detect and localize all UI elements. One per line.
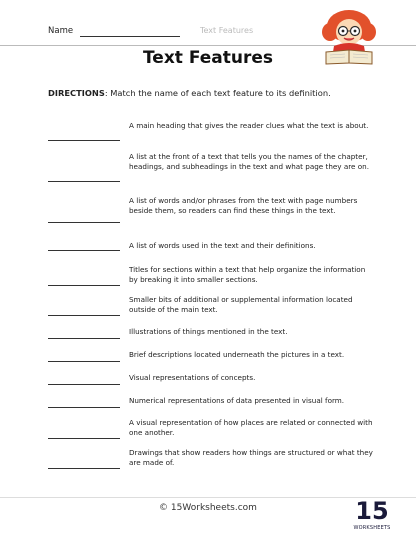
answer-blank[interactable] — [48, 250, 120, 251]
copyright-icon: © — [159, 503, 169, 513]
header-subtitle: Text Features — [200, 26, 254, 35]
footer-site-link[interactable]: 15Worksheets.com — [170, 503, 257, 513]
definition-text: Numerical representations of data presented in visual form. — [129, 396, 345, 405]
definition-text: Smaller bits of additional or supplemental information located outside of the main text. — [129, 295, 353, 314]
answer-blank[interactable] — [48, 361, 120, 362]
directions-label: DIRECTIONS — [48, 88, 105, 98]
answer-blank[interactable] — [48, 140, 120, 141]
worksheet-title: Text Features — [142, 48, 274, 68]
definition-text: A list of words used in the text and their definitions. — [129, 241, 316, 250]
definition-text: Illustrations of things mentioned in the text. — [129, 327, 288, 336]
name-blank-line[interactable] — [80, 36, 180, 37]
directions — [48, 88, 331, 98]
definition-text: Brief descriptions located underneath the pictures in a text. — [129, 350, 345, 359]
definition-text: A list of words and/or phrases from the text with page numbers beside them, so readers can find these things in the text. — [129, 196, 358, 215]
answer-blank[interactable] — [48, 181, 120, 182]
definition-text: Visual representations of concepts. — [129, 373, 256, 382]
definition-text: A main heading that gives the reader clues what the text is about. — [129, 121, 369, 130]
answer-blank[interactable] — [48, 468, 120, 469]
answer-blank[interactable] — [48, 384, 120, 385]
name-label: Name — [48, 26, 74, 36]
definition-text: A list at the front of a text that tells you the names of the chapter, headings, and subheadings in the text and what page they are on. — [129, 152, 369, 171]
answer-blank[interactable] — [48, 438, 120, 439]
definition-text: A visual representation of how places are related or connected with one another. — [129, 418, 373, 437]
answer-blank[interactable] — [48, 285, 120, 286]
answer-blank[interactable] — [48, 222, 120, 223]
brand-logo — [352, 498, 392, 534]
answer-blank[interactable] — [48, 338, 120, 339]
directions-text: : Match the name of each text feature to its definition. — [104, 88, 331, 98]
answer-blank[interactable] — [48, 315, 120, 316]
brand-logo-number: 15 — [355, 497, 389, 525]
answer-blank[interactable] — [48, 407, 120, 408]
definition-text: Titles for sections within a text that help organize the information by breaking it into smaller sections. — [129, 265, 366, 284]
definition-text: Drawings that show readers how things are structured or what they are made of. — [129, 448, 373, 467]
brand-logo-word: WORKSHEETS — [353, 525, 391, 531]
